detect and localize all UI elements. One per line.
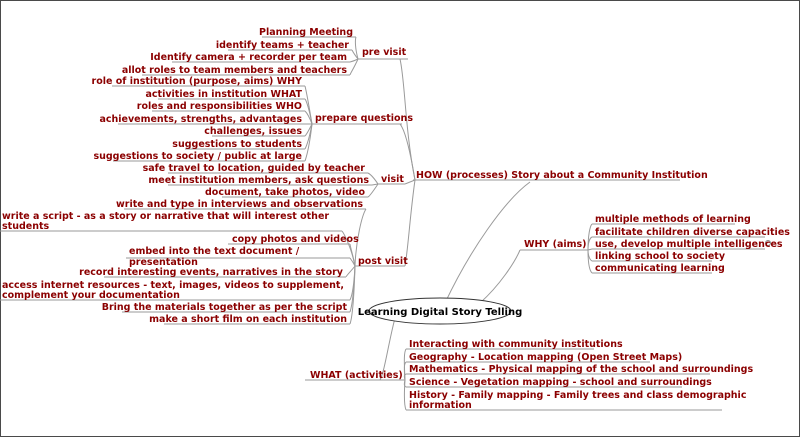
branch-visit-label[interactable]: visit [381,174,404,185]
pre-visit-item[interactable]: allot roles to team members and teachers [121,65,347,76]
why-item[interactable]: communicating learning [595,263,725,274]
post-visit-item[interactable]: access internet resources - text, images, videos to supplement, [2,280,344,291]
root-node[interactable] [358,298,523,324]
question-item[interactable]: role of institution (purpose, aims) WHY [91,76,302,87]
post-visit-item-continued[interactable]: complement your documentation [2,290,180,301]
pre-visit-item[interactable]: Planning Meeting [259,27,353,38]
branch-what-label[interactable]: WHAT (activities) [310,370,403,381]
connector-p-8 [350,266,355,324]
why-item[interactable]: linking school to society [595,251,726,262]
pre-visit-item[interactable]: Identify camera + recorder per team [150,52,347,63]
question-item[interactable]: activities in institution WHAT [145,89,302,100]
branch-pre-visit-label[interactable]: pre visit [362,47,407,58]
what-item[interactable]: Mathematics - Physical mapping of the school and surroundings [409,364,754,375]
connector-how-postvisit [405,180,415,266]
post-visit-item[interactable]: Bring the materials together as per the script [101,302,347,313]
post-visit-item[interactable]: make a short film on each institution [149,314,347,325]
question-item[interactable]: achievements, strengths, advantages [99,114,302,125]
why-item[interactable]: multiple methods of learning [595,214,751,225]
post-visit-item[interactable]: write and type in interviews and observations [116,199,363,210]
post-visit-item[interactable]: write a script - as a story or narrative that will interest other [2,211,330,222]
connector-p-3 [350,244,355,266]
question-item[interactable]: challenges, issues [204,126,302,137]
connector-v-3 [368,184,378,197]
question-item[interactable]: suggestions to society / public at large [93,151,302,162]
why-item[interactable]: facilitate children diverse capacities [595,227,790,238]
post-visit-item[interactable]: copy photos and videos [232,234,359,245]
why-item[interactable]: use, develop multiple intelligences [595,239,783,250]
connector-root-why [480,250,520,303]
branch-how-label[interactable]: HOW (processes) Story about a Community Institution [416,170,708,181]
visit-item[interactable]: document, take photos, video [205,187,365,198]
pre-visit-item[interactable]: identify teams + teacher [215,40,349,51]
branch-why-label[interactable]: WHY (aims) [524,239,587,250]
root-label: Learning Digital Story Telling [357,307,523,318]
what-item[interactable]: History - Family mapping - Family trees and class demographic [409,390,747,401]
visit-item[interactable]: meet institution members, ask questions [148,175,369,186]
what-item[interactable]: Interacting with community institutions [409,339,623,350]
question-item[interactable]: roles and responsibilities WHO [136,101,302,112]
what-item[interactable]: Science - Vegetation mapping - school and surroundings [409,377,712,388]
post-visit-item[interactable]: embed into the text document / [129,246,300,257]
connector-v-1 [368,173,378,184]
what-item[interactable]: Geography - Location mapping (Open Street Maps) [409,352,683,363]
connector-a-5 [404,380,406,410]
what-item-continued[interactable]: information [409,400,472,411]
question-item[interactable]: suggestions to students [172,139,302,150]
post-visit-item-continued[interactable]: presentation [129,257,198,268]
visit-item[interactable]: safe travel to location, guided by teacher [142,163,365,174]
branch-prepare-questions-label[interactable]: prepare questions [315,113,413,124]
connector-root-how [445,182,530,303]
connector-q-7 [305,124,312,161]
branch-post-visit-label[interactable]: post visit [358,256,408,267]
post-visit-item-continued[interactable]: students [2,221,50,232]
connector-w-3 [588,249,592,250]
connector-how-questions [400,124,415,180]
connector-p-5 [346,266,355,277]
connector-how-visit [405,180,415,184]
post-visit-item[interactable]: record interesting events, narratives in the story [79,267,343,278]
